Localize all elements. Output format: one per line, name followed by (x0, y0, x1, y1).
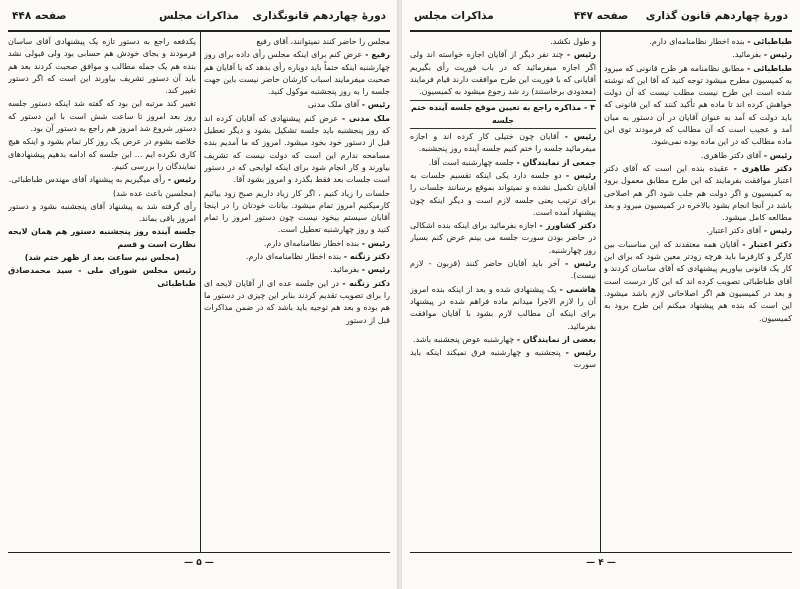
left-page (0, 0, 398, 589)
paragraph: طباطبائی - بنده اخطار نظامنامه‌ای دارم. (649, 37, 792, 46)
paragraph: رئیس - آقای ملک مدنی (307, 100, 390, 110)
paragraph: رئیس - بنده اخطار نظامنامه‌ای دارم. (263, 238, 390, 248)
paragraph: رئیس - بفرمائید. (330, 265, 390, 275)
paragraph: جمعی از نمایندگان - جلسه چهارشنبه است آقا. (428, 157, 596, 167)
left-page-proceedings-title: مذاکرات مجلس (159, 10, 239, 22)
paragraph: جلسات را زیاد کنیم ، اگر کار زیاد داریم صبح زود بیائیم کارمیکنیم امروز تمام میشود. بیانات خودتان را در اینجا آقایان سیستم بیخود نیست چون دستور امروز را تمام کنید و روز چهارشنبه تعطیل است. (204, 188, 390, 235)
paragraph: دکتر زنگنه - در این جلسه عده ای از آقایان لایحه ای را برای تصویب تقدیم کردند بنابر این چیزی در دستور ما هم بوده و بعد هم توجیه باید باشد که در ضمن مذاکرات قبل از دستور (204, 278, 390, 325)
left-page-footer-rule (8, 552, 390, 553)
paragraph: دکتر طاهری - عقیده بنده این است که آقای دکتر اعتبار موافقت بفرمایند که این طرح مطابق معمول برود به کمیسیون و اگر دولت هم جلب شود اگر هم اصلاحی باشد در آنجا انجام بشود بالاخره در کمیسیون میرود و بعد مطالعه کامل میشود. (604, 163, 792, 223)
left-page-header (8, 4, 390, 30)
right-page-page-number: — ۴ — (586, 558, 616, 568)
paragraph: خلاصه بشوم در عرض یک روز کار تمام بشود و اینکه هیچ کاری نکرده ایم ... این جلسه که ادامه بدهیم پیشنهادهای نمایندگان را بررسی کنیم. (8, 137, 196, 171)
paragraph: رئیس - پنجشنبه و چهارشنبه فرق نمیکند اینکه باید سورت (410, 348, 596, 370)
right-page-proceedings-title: مذاکرات مجلس (414, 10, 494, 22)
paragraph: رئیس - بفرمائید. (732, 50, 792, 60)
paragraph: رئیس مجلس شورای ملی - سید محمدصادق طباطبائی (8, 266, 196, 288)
paragraph: (مجلس نیم ساعت بعد از ظهر ختم شد) (24, 253, 180, 263)
right-page-number-label: صفحه ۴۴۷ (573, 10, 629, 22)
right-page-header-rule (410, 30, 792, 32)
paragraph: هاشمی - یک پیشنهادی شده و بعد از اینکه بنده امروز آن را لازم الاجرا میدانم ماده فراهم شده در پیشنهاد برای اینکه آن مطالب لازم بشود با آقایان موافقت بفرمائید. (410, 284, 596, 331)
paragraph: بعضی از نمایندگان - چهارشنبه عوض پنجشنبه باشد. (413, 334, 596, 344)
paragraph: رئیس - آقای دکتر طاهری. (700, 150, 792, 160)
paragraph: رأی گرفته شد به پیشنهاد آقای پنجشنبه بشود و دستور امروز باقی بماند. (8, 201, 196, 224)
right-page-column-right (604, 36, 792, 548)
left-page-column-right (204, 36, 390, 548)
paragraph: رئیس - آخر باید آقایان حاضر کنند (قربون - لازم نیست). (410, 259, 596, 281)
paragraph: رئیس - رأی میگیریم به پیشنهاد آقای مهندس طباطبائی. (8, 175, 196, 185)
paragraph: تغییر کند مرتبه این بود که گفته شد اینکه دستور جلسه روز بعد امروز تا ساعت شش است با این دستور که دستور شروع شد امروز هم راجع به دستور آن بود. (8, 99, 196, 134)
right-page-column-divider (600, 30, 601, 552)
paragraph: رئیس - آقایان چون ختیلی کار کرده اند و اجازه میفرمائید جلسه را ختم کنیم جلسه آینده روز پنجشنبه. (410, 132, 596, 154)
paragraph: جلسه آینده روز پنجشنبه دستور هم همان لایحه نظارت است و قسم (8, 227, 196, 249)
left-page-column-divider (200, 30, 201, 552)
paragraph: و طول نکشد. (550, 37, 596, 46)
paragraph: مجلس را حاضر کنند نمیتوانند، آقای رفیع (256, 37, 390, 46)
paragraph: یکدفعه راجع به دستور تازه یک پیشنهادی آقای ساسان فرمودند و بجای خودش هم حسابی بود ولی قبولی نشد بنده هم یک جمله مطالب و موافق صحبت کردند بعد هم باید آن دستور تشریف بیاورند این است که اگر دستور تغییر کند. (8, 37, 196, 96)
section-heading: ۴ - مذاکره راجع به تعیین موقع جلسه آینده ختم جلسه (410, 100, 596, 129)
right-page-session-title: دورهٔ چهاردهم قانون گذاری (645, 10, 788, 22)
paragraph: رئیس - چند نفر دیگر از آقایان اجازه خواسته اند ولی اگر اجازه میفرمائید که در باب فوریت رأی بگیریم آقایانی که با فوریت این طرح موافقت دارند قیام فرمایند (معدودی برخاستند) رد شد رجوع میشود به کمیسیون. (410, 50, 596, 97)
right-page-footer-rule (410, 552, 792, 553)
paragraph: (مجلسین باعث عده شد) (113, 188, 196, 198)
right-page-column-left (410, 36, 596, 548)
paragraph: دکتر اعتبار - آقایان همه معتقدند که این مناسبات بین کارگر و کارفرما باید هرچه زودتر معین شود که برای این کار یک قانونی بیاوریم پیشنهادی که آقای ساسان کردند و آقای طباطبائی تصویب کرده اند که این کار درست است و بعد در کمیسیون هم اگر اصلاحاتی لازم باشد میشود. این است که بنده هم پیشنهاد میکنم این طرح برود به کمیسیون. (604, 239, 792, 323)
left-page-header-rule (8, 30, 390, 32)
paragraph: طباطبائی - مطابق نظامنامه هر طرح قانونی که میرود به کمیسیون مطرح میشود توجه کنید که آقا این که نوشته شده است این طرح نیست مطلب نیست که آن دولت خواهش کرده اند تا ماده هم تأکید کنند که این قانونی که باید دولت که آمد به عنوان آقایان در آن دستور به میان آمد و عجیب است که آن مطالب که فرمودند توی این ماده مطالب که در این ماده بوده نمی‌شود. (604, 63, 792, 147)
paragraph: رئیس - دو جلسه دارد یکی اینکه تقسیم جلسات به آقایان تکمیل نشده و نمیتواند بموقع برسانند جلسات را برای ترتیب یعنی جلسه لازم است و دیگر اینکه چون پیشنهاد آمده است. (410, 170, 596, 217)
paragraph: ملک مدنی - عرض کنم پیشنهادی که آقایان کرده اند که روز پنجشنبه باید جلسه تشکیل بشود و دیگر تعطیل قبل از دستور خود بخود میشود. امروز که ما آمدیم بنده مسامحه ندارم این است که دولت نیست که تشریف بیاورند و کار انجام شود برای اینکه لوایحی که در دستور است جلسات بعد فقط بگذرد و امروز بشود آقا. (204, 113, 390, 185)
left-page-number-label: صفحه ۴۴۸ (12, 10, 67, 22)
left-page-column-left (8, 36, 196, 548)
paragraph: رئیس - آقای دکتر اعتبار. (706, 226, 792, 236)
paragraph: رفیع - عرض کنم برای اینکه مجلس رأی داده برای روز چهارشنبه اینکه حتماً باید دوباره رأی بدهد که با آقایان هم صحبت میفرمایند اسباب کارشان حاضر نیست باین جهت جلسه را به روز پنجشنبه موکول کنید. (204, 50, 390, 97)
paragraph: دکتر زنگنه - بنده اخطار نظامنامه‌ای دارم. (245, 252, 390, 262)
paragraph: دکتر کشاورز - اجازه بفرمائید برای اینکه بنده اشکالی در حاضر بودن سورت جلسه می بینم عرض کنم بسیار روز چهارشنبه. (410, 221, 596, 255)
left-page-session-title: دورهٔ چهاردهم قانونگذاری (252, 10, 386, 22)
right-page-header (410, 4, 792, 30)
right-page (402, 0, 800, 589)
left-page-page-number: — ۵ — (184, 558, 214, 568)
